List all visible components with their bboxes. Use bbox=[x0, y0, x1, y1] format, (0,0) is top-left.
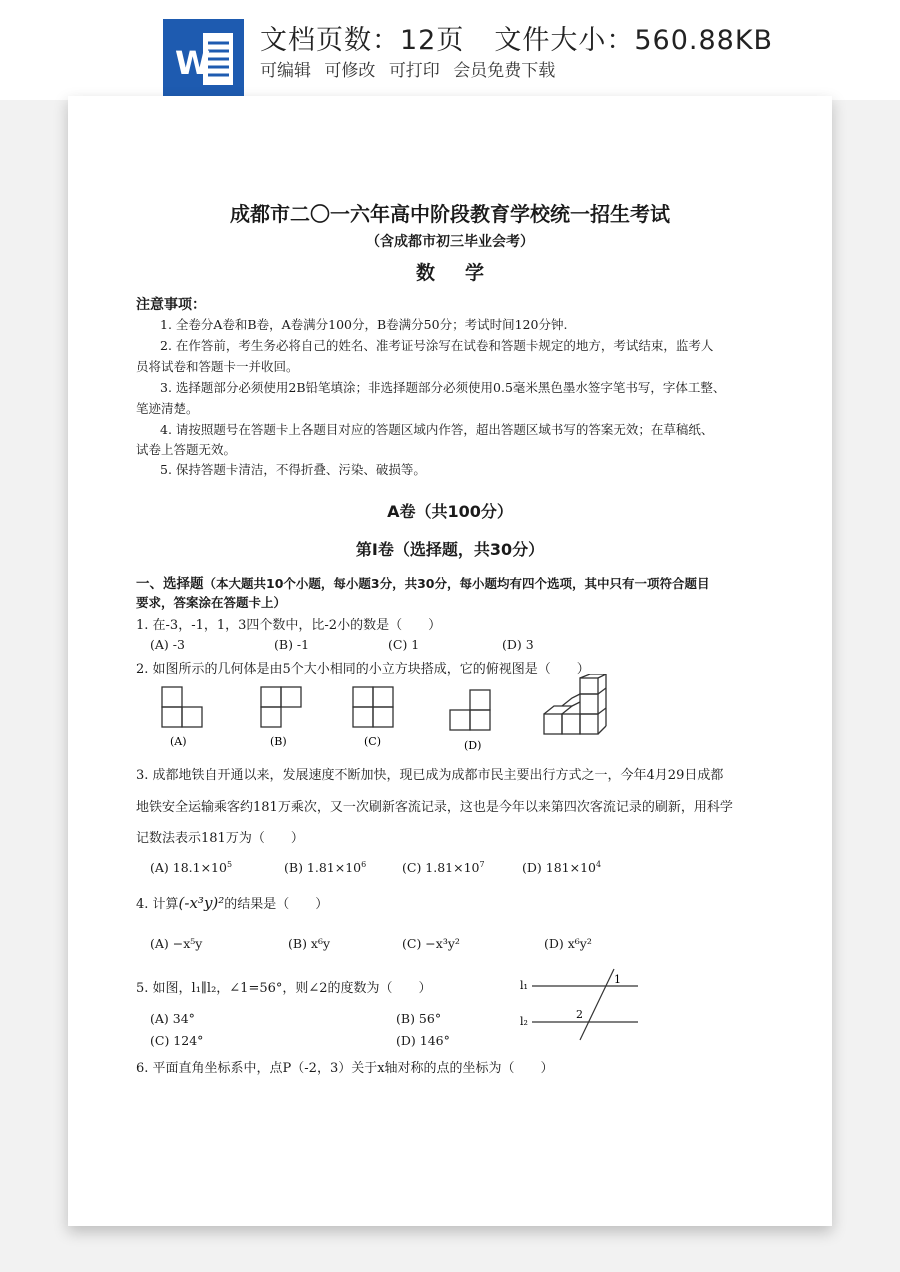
feature-member-download: 会员免费下载 bbox=[453, 61, 556, 81]
feature-printable: 可打印 bbox=[388, 61, 440, 81]
q1-option-d: (D) 3 bbox=[502, 637, 534, 652]
exam-paper bbox=[68, 96, 832, 1226]
q1-option-b: (B) -1 bbox=[274, 637, 310, 652]
q3-option-b: (B) $1.81\times 10^6$ bbox=[284, 860, 367, 876]
note-5: 5. 保持答题卡清洁，不得折叠、污染、破损等。 bbox=[160, 462, 426, 477]
q3-option-d: (D) $181\times 10^4$ bbox=[522, 860, 602, 876]
q4-option-a: (A) −x⁵y bbox=[150, 936, 203, 951]
question-4: 4. 计算(-x³y)²的结果是（ ） bbox=[136, 894, 329, 912]
section-1-desc: （本大题共10个小题，每小题3分，共30分，每小题均有四个选项，其中只有一项符合题目 bbox=[203, 576, 710, 591]
q2-label-b: (B) bbox=[270, 735, 287, 748]
banner-title bbox=[260, 18, 803, 57]
q4-option-b: (B) x⁶y bbox=[288, 936, 331, 951]
question-3-line-2: 地铁安全运输乘客约181万乘次，又一次刷新客流记录，这也是今年以来第四次客流记录的刷新，用科学 bbox=[136, 800, 733, 815]
question-3-line-3: 记数法表示181万为（ ） bbox=[136, 831, 304, 846]
feature-editable: 可编辑 bbox=[260, 61, 311, 81]
note-1: 1. 全卷分A卷和B卷，A卷满分100分，B卷满分50分；考试时间120分钟. bbox=[160, 317, 568, 332]
q2-label-c: (C) bbox=[364, 735, 381, 748]
q2-figures bbox=[158, 681, 518, 756]
q4-option-c: (C) −x³y² bbox=[402, 936, 460, 951]
note-2-cont: 员将试卷和答题卡一并收回。 bbox=[136, 359, 299, 374]
note-4: 4. 请按照题号在答题卡上各题目对应的答题区域内作答，超出答题区域书写的答案无效；在草稿纸、 bbox=[160, 422, 714, 437]
page-count: 文档页数：12页 bbox=[260, 25, 465, 56]
q5-option-b: (B) 56° bbox=[396, 1011, 442, 1026]
q3-option-a: (A) $18.1\times 10^5$ bbox=[150, 860, 233, 876]
q5-option-a: (A) 34° bbox=[150, 1011, 195, 1026]
q4-expression: (-x³y)² bbox=[178, 894, 225, 912]
q5-parallel-lines-figure bbox=[518, 964, 648, 1044]
section-a-title: A卷（共100分） bbox=[387, 502, 513, 521]
section-1-heading bbox=[136, 572, 710, 592]
feature-modifiable: 可修改 bbox=[324, 61, 376, 81]
q2-figure-b bbox=[261, 687, 301, 727]
q5-option-c: (C) 124° bbox=[150, 1033, 204, 1048]
exam-subtitle: （含成都市初三毕业会考） bbox=[366, 234, 534, 250]
q5-label-l1: l₁ bbox=[520, 979, 528, 992]
note-2: 2. 在作答前，考生务必将自己的姓名、准考证号涂写在试卷和答题卡规定的地方，考试结束，监考人 bbox=[160, 338, 714, 353]
q2-figure-d bbox=[450, 690, 490, 730]
download-banner bbox=[0, 0, 900, 100]
exam-title: 成都市二〇一六年高中阶段教育学校统一招生考试 bbox=[230, 202, 670, 226]
q2-figure-c bbox=[353, 687, 393, 727]
section-1-label: 一、选择题 bbox=[136, 576, 204, 592]
note-3-cont: 笔迹清楚。 bbox=[136, 401, 199, 416]
notes-title: 注意事项： bbox=[136, 297, 206, 313]
q1-option-c: (C) 1 bbox=[388, 637, 420, 652]
word-document-icon bbox=[163, 19, 244, 96]
q1-option-a: (A) -3 bbox=[150, 637, 185, 652]
q2-figure-a bbox=[162, 687, 202, 727]
q5-label-l2: l₂ bbox=[520, 1015, 528, 1028]
section-1-desc-cont: 要求，答案涂在答题卡上） bbox=[136, 595, 287, 610]
question-5: 5. 如图，l₁∥l₂，∠1=56°，则∠2的度数为（ ） bbox=[136, 981, 432, 996]
note-3: 3. 选择题部分必须使用2B铅笔填涂；非选择题部分必须使用0.5毫米黑色墨水签字笔书写，字体工整、 bbox=[160, 380, 726, 395]
file-size: 文件大小：560.88KB bbox=[494, 25, 774, 56]
feature-list bbox=[260, 56, 563, 81]
q5-label-angle2: 2 bbox=[576, 1008, 583, 1021]
question-2: 2. 如图所示的几何体是由5个大小相同的小立方块搭成，它的俯视图是（ ） bbox=[136, 662, 590, 677]
word-icon-letter: W bbox=[175, 44, 211, 82]
question-1: 1. 在-3，-1，1，3四个数中，比-2小的数是（ ） bbox=[136, 618, 442, 633]
q4-option-d: (D) x⁶y² bbox=[544, 936, 592, 951]
q2-solid-figure bbox=[540, 674, 610, 740]
question-6: 6. 平面直角坐标系中，点P（-2，3）关于x轴对称的点的坐标为（ ） bbox=[136, 1061, 554, 1076]
exam-subject: 数学 bbox=[415, 262, 514, 284]
q2-label-d: (D) bbox=[464, 739, 482, 752]
section-i-title: 第Ⅰ卷（选择题，共30分） bbox=[355, 540, 545, 559]
q5-label-angle1: 1 bbox=[614, 973, 621, 986]
q5-option-d: (D) 146° bbox=[396, 1033, 450, 1048]
q3-option-c: (C) $1.81\times 10^7$ bbox=[402, 860, 485, 876]
question-3-line-1: 3. 成都地铁自开通以来，发展速度不断加快，现已成为成都市民主要出行方式之一，今年4月29日成都 bbox=[136, 768, 724, 783]
note-4-cont: 试卷上答题无效。 bbox=[136, 442, 237, 457]
q2-label-a: (A) bbox=[170, 735, 187, 748]
